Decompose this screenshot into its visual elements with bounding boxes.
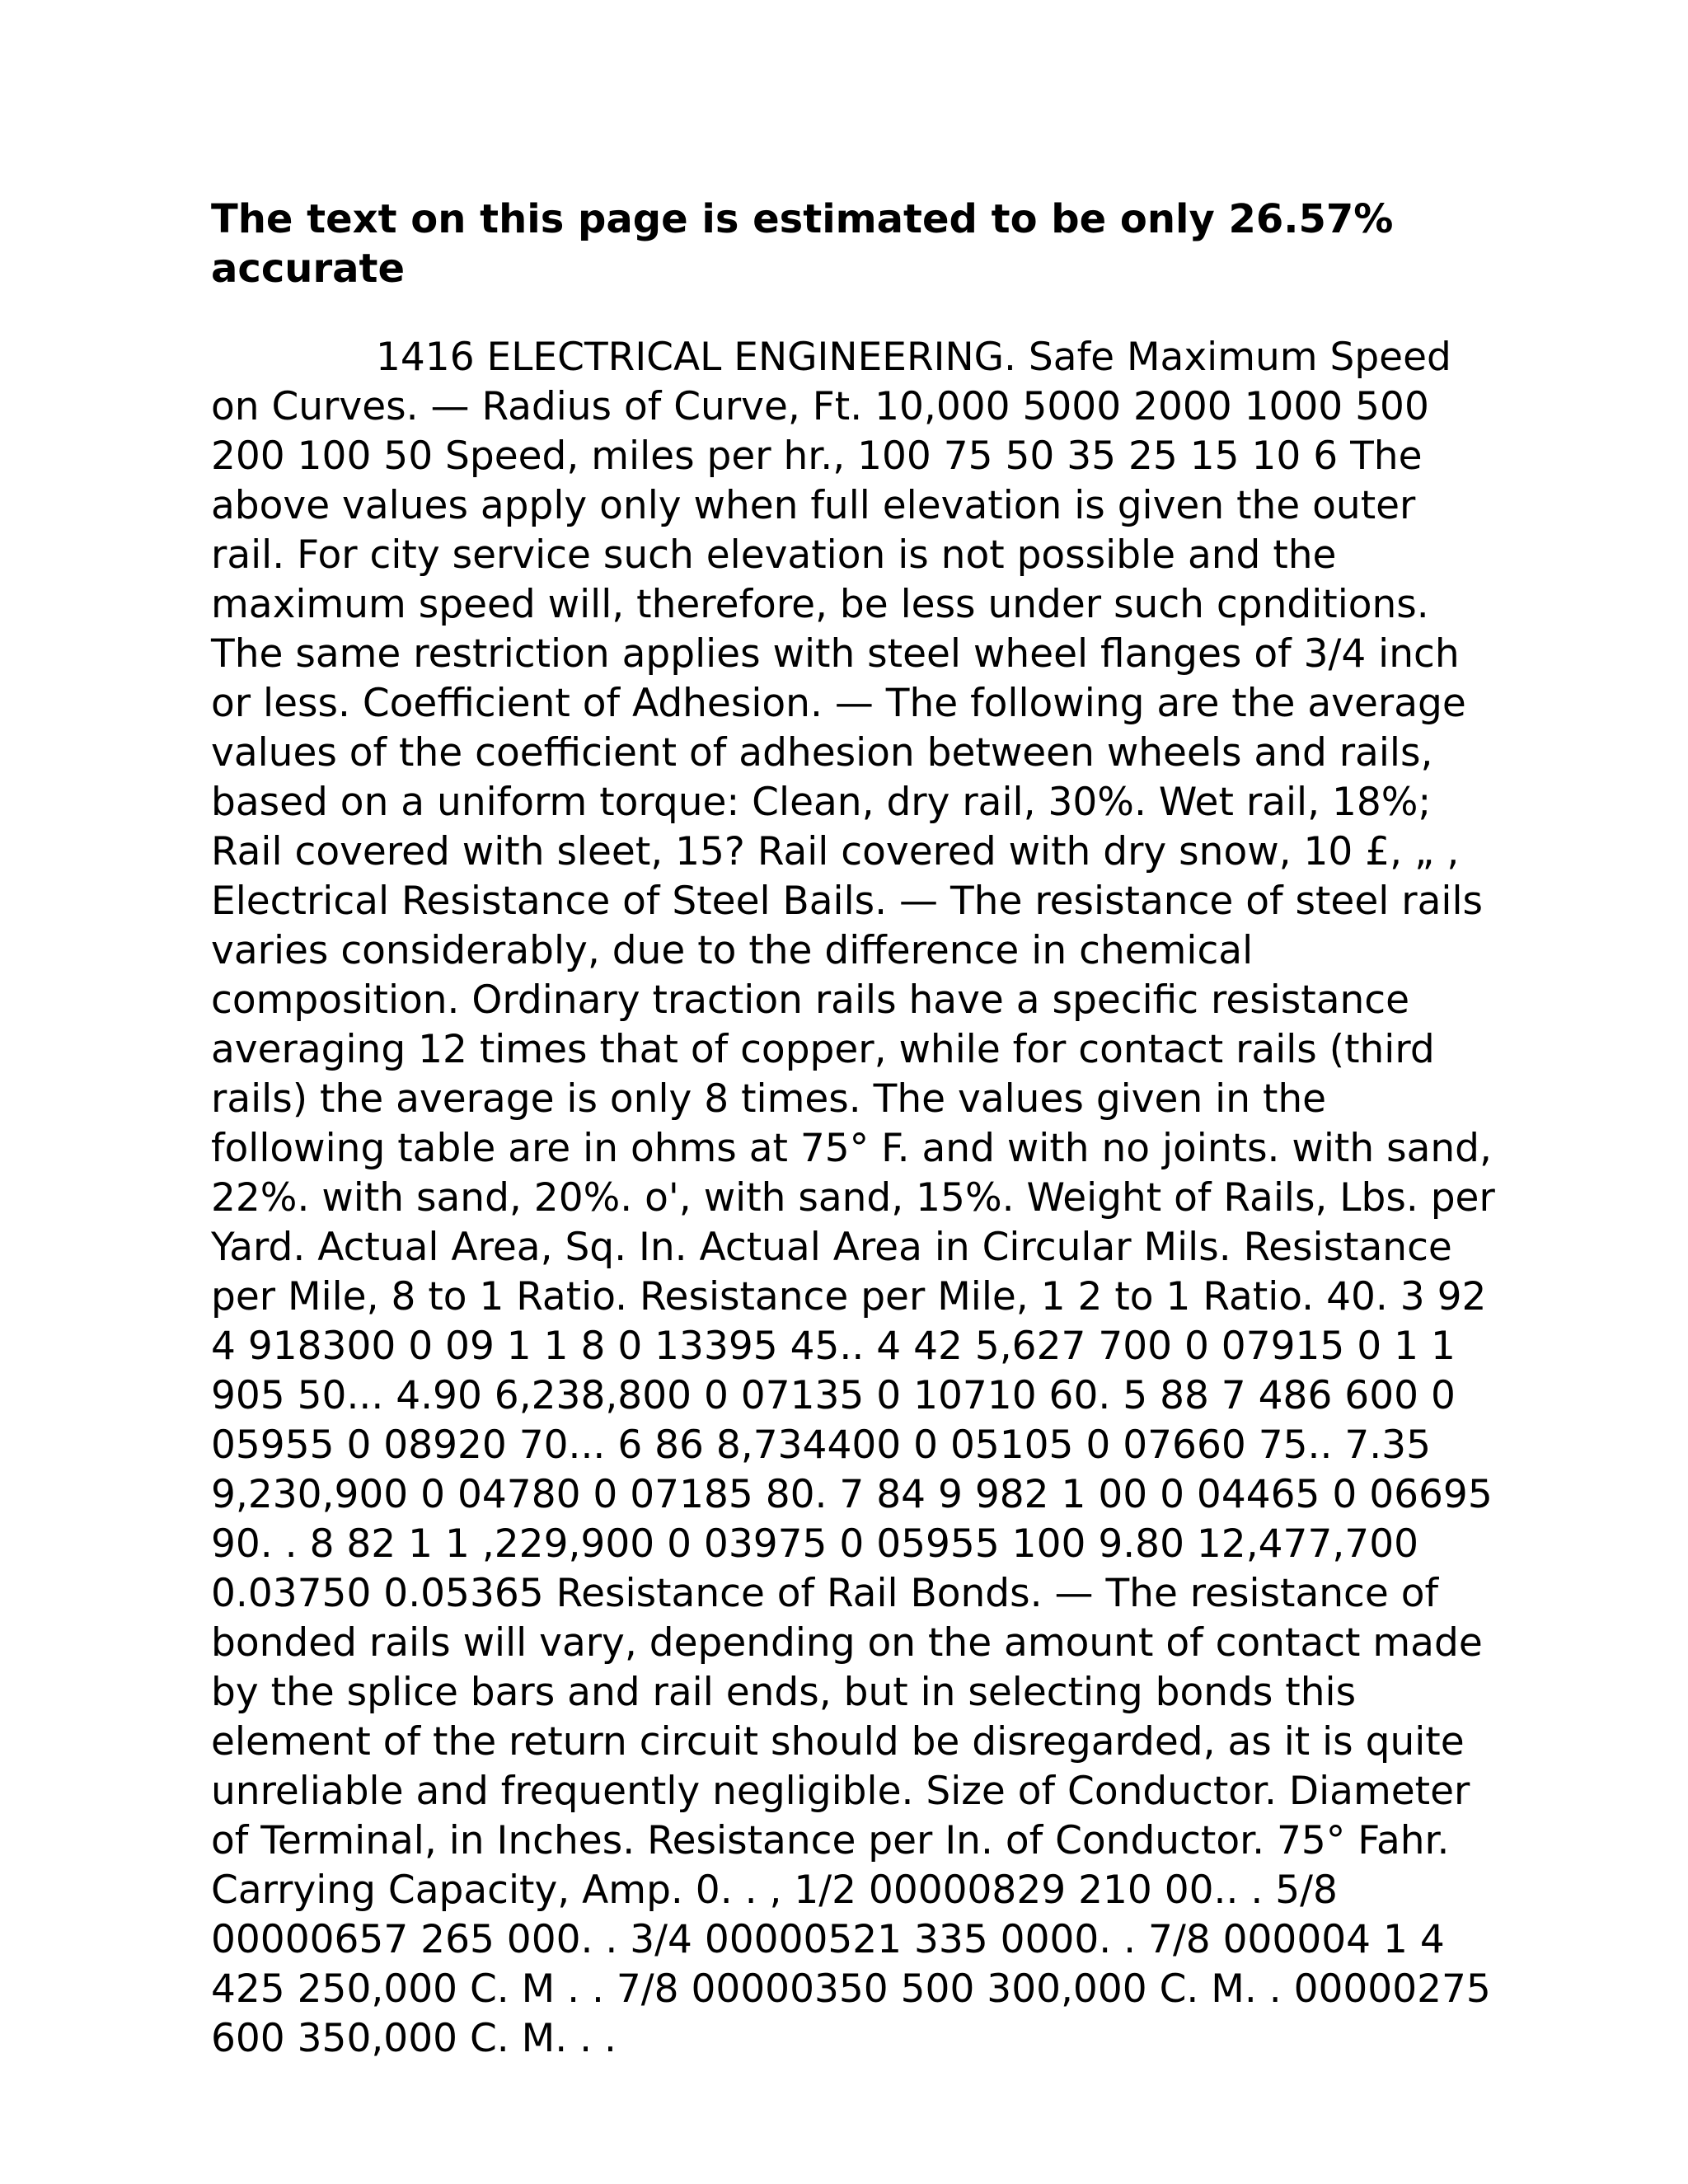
document-body-text: 1416 ELECTRICAL ENGINEERING. Safe Maximum Speed on Curves. — Radius of Curve, Ft. 10,000 5000 2000 1000 500 200 100 50 Speed, miles per hr., 100 75 50 35 25 15 10 6 The above values apply only when full elevation is given the outer rail. For city service such elevation is not possible and the maximum speed will, therefore, be less under such cpnditions. The same restriction applies with steel wheel flanges of 3/4 inch or less. Coefficient of Adhesion. — The following are the average values of the coefficient of adhesion between wheels and rails, based on a uniform torque: Clean, dry rail, 30%. Wet rail, 18%; Rail covered with sleet, 15? Rail covered with dry snow, 10 £, „ , Electrical Resistance of Steel Bails. — The resistance of steel rails varies considerably, due to the difference in chemical composition. Ordinary traction rails have a specific resistance averaging 12 times that of copper, while for contact rails (third rails) the average is only 8 times. The values given in the following table are in ohms at 75° F. and with no joints. with sand, 22%. with sand, 20%. o', with sand, 15%. Weight of Rails, Lbs. per Yard. Actual Area, Sq. In. Actual Area in Circular Mils. Resistance per Mile, 8 to 1 Ratio. Resistance per Mile, 1 2 to 1 Ratio. 40. 3 92 4 918300 0 09 1 1 8 0 13395 45.. 4 42 5,627 700 0 07915 0 1 1 905 50... 4.90 6,238,800 0 07135 0 10710 60. 5 88 7 486 600 0 05955 0 08920 70... 6 86 8,734400 0 05105 0 07660 75.. 7.35 9,230,900 0 04780 0 07185 80. 7 84 9 982 1 00 0 04465 0 06695 90. . 8 82 1 1 ,229,900 0 03975 0 05955 100 9.80 12,477,700 0.03750 0.05365 Resistance of Rail Bonds. — The resistance of bonded rails will vary, depending on the amount of contact made by the splice bars and rail ends, but in selecting bonds this element of the return circuit should be disregarded, as it is quite unreliable and frequently negligible. Size of Conductor. Diameter of Terminal, in Inches. Resistance per In. of Conductor. 75° Fahr. Carrying Capacity, Amp. 0. . , 1/2 00000829 210 00.. . 5/8 00000657 265 000. . 3/4 00000521 335 0000. . 7/8 000004 1 4 425 250,000 C. M . . 7/8 00000350 500 300,000 C. M. . 00000275 600 350,000 C. M. . . — [211, 335, 1495, 2061]
ocr-accuracy-heading: The text on this page is estimated to be only 26.57% accurate — [211, 196, 1394, 292]
document-content — [211, 194, 1497, 2064]
